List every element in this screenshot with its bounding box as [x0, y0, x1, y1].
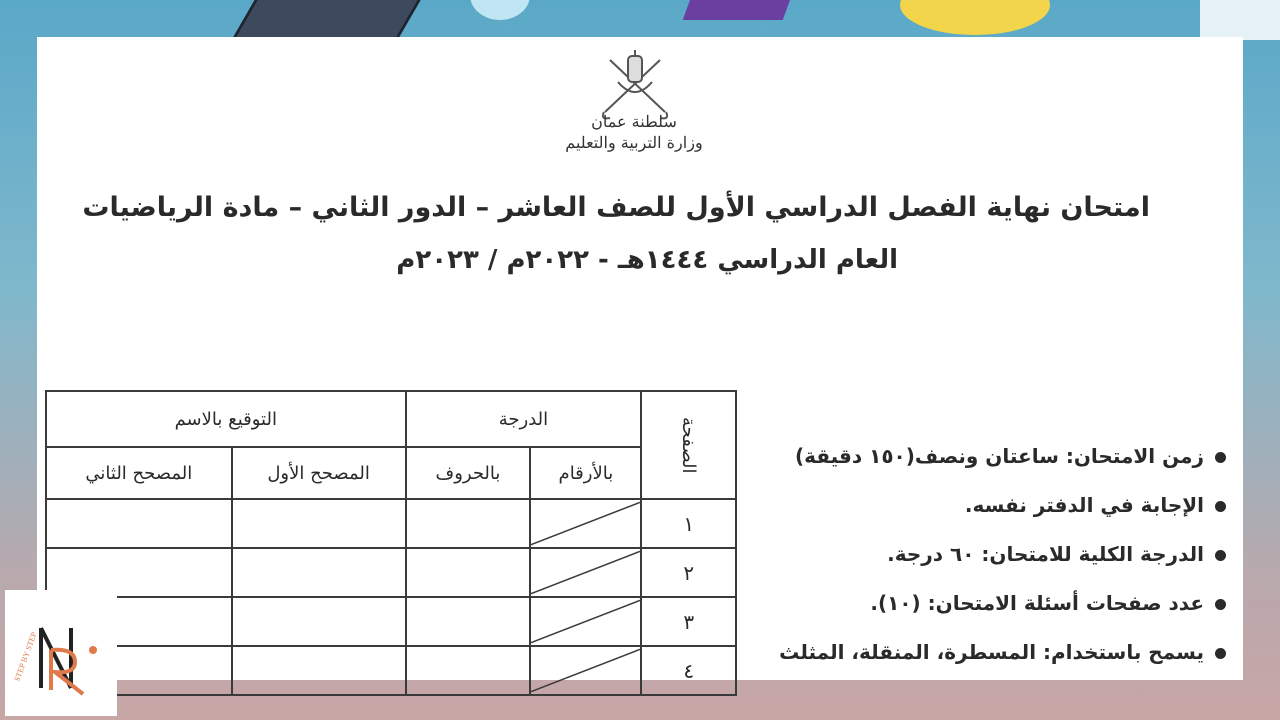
instruction-item — [760, 530, 1242, 579]
table-row — [46, 548, 736, 597]
second-corrector-header: المصحح الثاني — [46, 447, 232, 499]
instruction-text: الإجابة في الدفتر نفسه. — [964, 493, 1204, 517]
instruction-text: زمن الامتحان: ساعتان ونصف(١٥٠ دقيقة) — [794, 444, 1204, 468]
letters-cell[interactable] — [406, 646, 531, 695]
numbers-cell[interactable] — [530, 597, 641, 646]
bullet-icon — [1215, 452, 1226, 463]
ministry-line1: سلطنة عمان — [591, 112, 677, 131]
instruction-text: عدد صفحات أسئلة الامتحان: (١٠). — [870, 591, 1204, 615]
numbers-cell[interactable] — [530, 548, 641, 597]
oman-emblem-icon — [540, 42, 730, 177]
decoration-shape — [683, 0, 798, 20]
instruction-text: الدرجة الكلية للامتحان: ٦٠ درجة. — [887, 542, 1204, 566]
numbers-cell[interactable] — [530, 499, 641, 548]
bullet-icon — [1215, 501, 1226, 512]
instruction-item — [760, 579, 1242, 628]
letters-cell[interactable] — [406, 597, 531, 646]
page-column-header: الصفحة — [641, 391, 736, 499]
page-number: ٢ — [641, 548, 736, 597]
exam-instructions — [760, 432, 1242, 677]
ministry-line2: وزارة التربية والتعليم — [565, 133, 703, 152]
grade-header: الدرجة — [406, 391, 642, 447]
bullet-icon — [1215, 648, 1226, 659]
first-corrector-cell[interactable] — [232, 548, 406, 597]
table-row — [46, 597, 736, 646]
decoration-shape — [1200, 0, 1280, 40]
channel-logo-icon — [5, 590, 117, 716]
first-corrector-cell[interactable] — [232, 597, 406, 646]
first-corrector-header: المصحح الأول — [232, 447, 406, 499]
page-number: ٤ — [641, 646, 736, 695]
instruction-item — [760, 481, 1242, 530]
bullet-icon — [1215, 599, 1226, 610]
academic-year: العام الدراسي ١٤٤٤هـ - ٢٠٢٢م / ٢٠٢٣م — [396, 245, 898, 275]
second-corrector-cell[interactable] — [46, 499, 232, 548]
letters-cell[interactable] — [406, 548, 531, 597]
decoration-shape — [228, 0, 438, 40]
letters-cell[interactable] — [406, 499, 531, 548]
page-number: ١ — [641, 499, 736, 548]
grades-table — [45, 390, 737, 696]
instruction-item — [760, 432, 1242, 481]
bullet-icon — [1215, 550, 1226, 561]
first-corrector-cell[interactable] — [232, 499, 406, 548]
decoration-shape — [900, 0, 1050, 35]
background-decoration — [0, 0, 1280, 40]
numbers-cell[interactable] — [530, 646, 641, 695]
instruction-item — [760, 628, 1242, 677]
in-letters-header: بالحروف — [406, 447, 531, 499]
table-row — [46, 646, 736, 695]
ministry-header — [542, 112, 726, 154]
first-corrector-cell[interactable] — [232, 646, 406, 695]
instruction-text: يسمح باستخدام: المسطرة، المنقلة، المثلث — [779, 640, 1204, 664]
signature-header: التوقيع بالاسم — [46, 391, 406, 447]
svg-text:STEP BY STEP: STEP BY STEP — [12, 630, 39, 683]
in-numbers-header: بالأرقام — [530, 447, 641, 499]
table-row — [46, 499, 736, 548]
decoration-shape — [470, 0, 530, 20]
page-number: ٣ — [641, 597, 736, 646]
exam-title: امتحان نهاية الفصل الدراسي الأول للصف العاشر – الدور الثاني – مادة الرياضيات — [82, 192, 1150, 223]
